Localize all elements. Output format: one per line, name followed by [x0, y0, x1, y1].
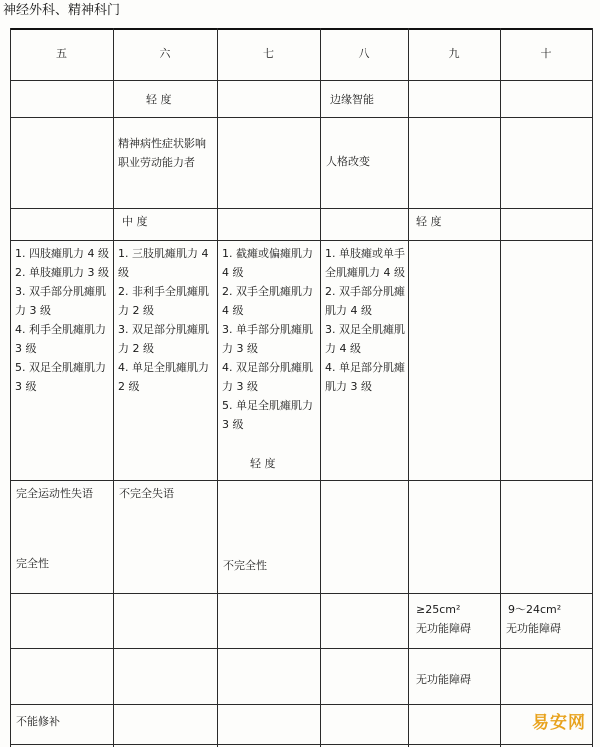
- list-item: 1. 单肢瘫或单手全肌瘫肌力 4 级: [325, 247, 405, 279]
- list-item: 4. 双足部分肌瘫肌力 3 级: [222, 361, 313, 393]
- criteria-list-col-8: [325, 244, 407, 396]
- criteria-list-col-7: [222, 244, 318, 434]
- condition-text: 精神病性症状影响职业劳动能力者: [118, 137, 206, 169]
- criteria-list-col-5: [15, 244, 111, 396]
- severity-label: 中 度: [122, 215, 148, 228]
- list-item: 5. 单足全肌瘫肌力 3 级: [222, 399, 313, 431]
- header-col-5: 五: [56, 47, 67, 60]
- row-divider: [10, 480, 593, 481]
- row-divider: [10, 117, 593, 118]
- list-item: 5. 双足全肌瘫肌力 3 级: [15, 361, 106, 393]
- list-item: 2. 单肢瘫肌力 3 级: [15, 266, 109, 279]
- list-item: 3. 双足全肌瘫肌力 4 级: [325, 323, 405, 355]
- column-divider: [320, 28, 321, 747]
- header-col-6: 六: [159, 47, 171, 60]
- list-item: 1. 四肢瘫肌力 4 级: [15, 247, 109, 260]
- header-col-9: 九: [448, 47, 460, 60]
- area-value: 9～24cm²: [508, 603, 562, 616]
- header-col-8: 八: [358, 47, 370, 60]
- table-top-rule: [10, 28, 593, 30]
- condition-text: 人格改变: [326, 155, 370, 168]
- function-text: 无功能障碍: [416, 673, 471, 686]
- header-col-10: 十: [540, 47, 552, 60]
- list-item: 2. 双手部分肌瘫肌力 4 级: [325, 285, 405, 317]
- row-divider: [10, 240, 593, 241]
- severity-label: 轻 度: [250, 457, 276, 470]
- row-divider: [10, 208, 593, 209]
- severity-label: 轻 度: [146, 93, 172, 106]
- row-divider: [10, 593, 593, 594]
- function-text: 无功能障碍: [506, 622, 561, 635]
- column-divider: [10, 28, 11, 747]
- list-item: 2. 非利手全肌瘫肌力 2 级: [118, 285, 209, 317]
- page-title: 神经外科、精神科门: [3, 3, 121, 18]
- column-divider: [217, 28, 218, 747]
- column-divider: [500, 28, 501, 747]
- table-bottom-rule: [10, 744, 593, 745]
- column-divider: [592, 28, 593, 747]
- list-item: 2. 双手全肌瘫肌力 4 级: [222, 285, 313, 317]
- row-divider: [10, 80, 593, 81]
- column-divider: [113, 28, 114, 747]
- list-item: 3. 双足部分肌瘫肌力 2 级: [118, 323, 209, 355]
- list-item: 1. 截瘫或偏瘫肌力 4 级: [222, 247, 313, 279]
- list-item: 4. 单足全肌瘫肌力 2 级: [118, 361, 209, 393]
- row-divider: [10, 648, 593, 649]
- list-item: 3. 双手部分肌瘫肌力 3 级: [15, 285, 106, 317]
- aphasia-type: 完全性: [16, 557, 49, 570]
- function-text: 无功能障碍: [416, 622, 471, 635]
- aphasia-type: 不完全性: [223, 559, 267, 572]
- row-divider: [10, 704, 593, 705]
- column-divider: [408, 28, 409, 747]
- severity-label: 轻 度: [416, 215, 442, 228]
- header-col-7: 七: [263, 47, 274, 60]
- list-item: 1. 三肢肌瘫肌力 4 级: [118, 247, 209, 279]
- repair-text: 不能修补: [16, 715, 60, 728]
- condition-label: 边缘智能: [330, 93, 374, 106]
- list-item: 3. 单手部分肌瘫肌力 3 级: [222, 323, 313, 355]
- disability-table: [10, 28, 593, 747]
- aphasia-text: 不完全失语: [119, 487, 174, 500]
- area-value: ≥25cm²: [416, 603, 461, 616]
- aphasia-text: 完全运动性失语: [16, 487, 93, 500]
- site-watermark: 易安网: [532, 713, 586, 733]
- criteria-list-col-6: [118, 244, 215, 396]
- list-item: 4. 利手全肌瘫肌力 3 级: [15, 323, 106, 355]
- list-item: 4. 单足部分肌瘫肌力 3 级: [325, 361, 405, 393]
